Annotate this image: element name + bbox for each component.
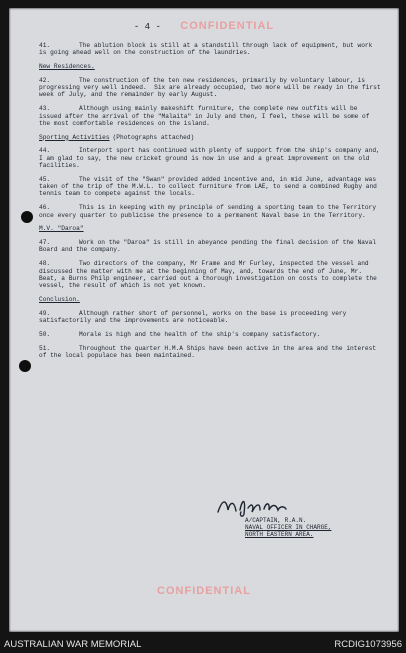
punch-hole-lower: [19, 360, 31, 372]
paragraph-number: 42.: [39, 76, 51, 84]
paragraph-text: The visit of the "Swan" provided added incentive and, in mid June, advantage was taken of the trip of the M.W.L. to collect furniture from LAE, to send a combined Rugby and tennis team to compete against the locals.: [39, 175, 381, 198]
paragraph-text: Although rather short of personnel, works on the base is proceeding very satisfactorily and the improvements are noticeable.: [39, 309, 351, 325]
numbered-paragraph: [39, 204, 381, 219]
page-number: - 4 -: [133, 22, 161, 32]
numbered-paragraph: [39, 345, 381, 360]
punch-hole-upper: [21, 211, 33, 223]
numbered-paragraph: [39, 147, 384, 170]
section-heading-note: (Photographs attached): [112, 133, 195, 141]
paragraph-number: 41.: [39, 42, 51, 49]
numbered-paragraph: [39, 105, 381, 127]
signature-block: [245, 517, 331, 539]
paragraph-text: Throughout the quarter H.M.A Ships have been active in the area and the interest of the local populace has been maintained.: [39, 344, 380, 359]
paragraph-number: 49.: [39, 309, 51, 317]
paragraph-text: Although using mainly makeshift furniture, the complete new outfits will be issued after the arrival of the "Malaita" in July and then, I feel, these will be some of the most comfortable residences on the island.: [39, 105, 374, 127]
paragraph-number: 51.: [39, 344, 51, 352]
section-heading-text: Conclusion.: [39, 295, 80, 303]
paragraph-number: 44.: [39, 147, 51, 155]
document-body: [39, 42, 385, 366]
paragraph-text: Interport sport has continued with plenty of support from the ship's company and, I am glad to say, the new cricket ground is now in use and a great improvement on the old facilities.: [39, 147, 384, 170]
signatory-rank: A/CAPTAIN, R.A.N.: [245, 517, 307, 524]
paragraph-text: Work on the "Daroa" is still in abeyance pending the final decision of the Naval Board and the company.: [39, 239, 380, 254]
signatory-title: NAVAL OFFICER IN CHARGE,: [245, 524, 332, 532]
confidential-stamp-top: CONFIDENTIAL: [180, 20, 275, 32]
paragraph-number: 50.: [39, 330, 51, 338]
paragraph-number: 45.: [39, 175, 51, 183]
archive-footer: [0, 636, 406, 653]
section-heading: [39, 296, 381, 303]
paragraph-number: 46.: [39, 204, 51, 212]
paragraph-text: Two directors of the company, Mr Frame and Mr Furley, inspected the vessel and discussed the matter with me at the beginning of May, and, towards the end of June, Mr. Beat, a Burns Philp engineer, carried out a thorough investigation on costs to complete the vessel, the result of which is not yet known.: [39, 260, 381, 290]
numbered-paragraph: [39, 176, 381, 198]
paragraph-text: Morale is high and the health of the ship's company satisfactory.: [79, 330, 321, 338]
archive-name: AUSTRALIAN WAR MEMORIAL: [4, 639, 142, 650]
numbered-paragraph: [39, 331, 381, 338]
numbered-paragraph: [39, 42, 381, 57]
confidential-stamp-bottom: CONFIDENTIAL: [157, 585, 251, 597]
confidential-stamp-bottom-wrap: [9, 581, 399, 599]
paragraph-text: The construction of the ten new residences, primarily by voluntary labour, is progressing very well indeed. Six are already occupied, two more will be ready in the first week of July, and the remainder by early August.: [39, 76, 385, 99]
numbered-paragraph: [39, 76, 385, 99]
document-page: [9, 8, 399, 632]
section-heading-text: M.V. "Daroa": [39, 225, 84, 233]
numbered-paragraph: [39, 239, 381, 254]
section-heading-text: Sporting Activities: [39, 133, 110, 141]
section-heading-text: New Residences.: [39, 63, 95, 71]
archive-record-id: RCDIG1073956: [334, 639, 402, 650]
section-heading: [39, 134, 381, 141]
paragraph-text: This is in keeping with my principle of sending a sporting team to the Territory once every quarter to publicise the presence to a permanent Naval base in the Territory.: [39, 204, 380, 219]
paragraph-number: 43.: [39, 105, 51, 113]
paragraph-number: 47.: [39, 239, 51, 247]
handwritten-signature: [214, 492, 294, 520]
numbered-paragraph: [39, 310, 381, 325]
signatory-area: NORTH EASTERN AREA.: [245, 531, 314, 539]
page-header: [9, 20, 399, 32]
paragraph-text: The ablution block is still at a standstill through lack of equipment, but work is going ahead well on the construction of the laundries.: [39, 42, 377, 57]
section-heading: [39, 63, 381, 70]
paragraph-number: 48.: [39, 260, 51, 268]
section-heading: [39, 225, 381, 232]
numbered-paragraph: [39, 260, 381, 289]
